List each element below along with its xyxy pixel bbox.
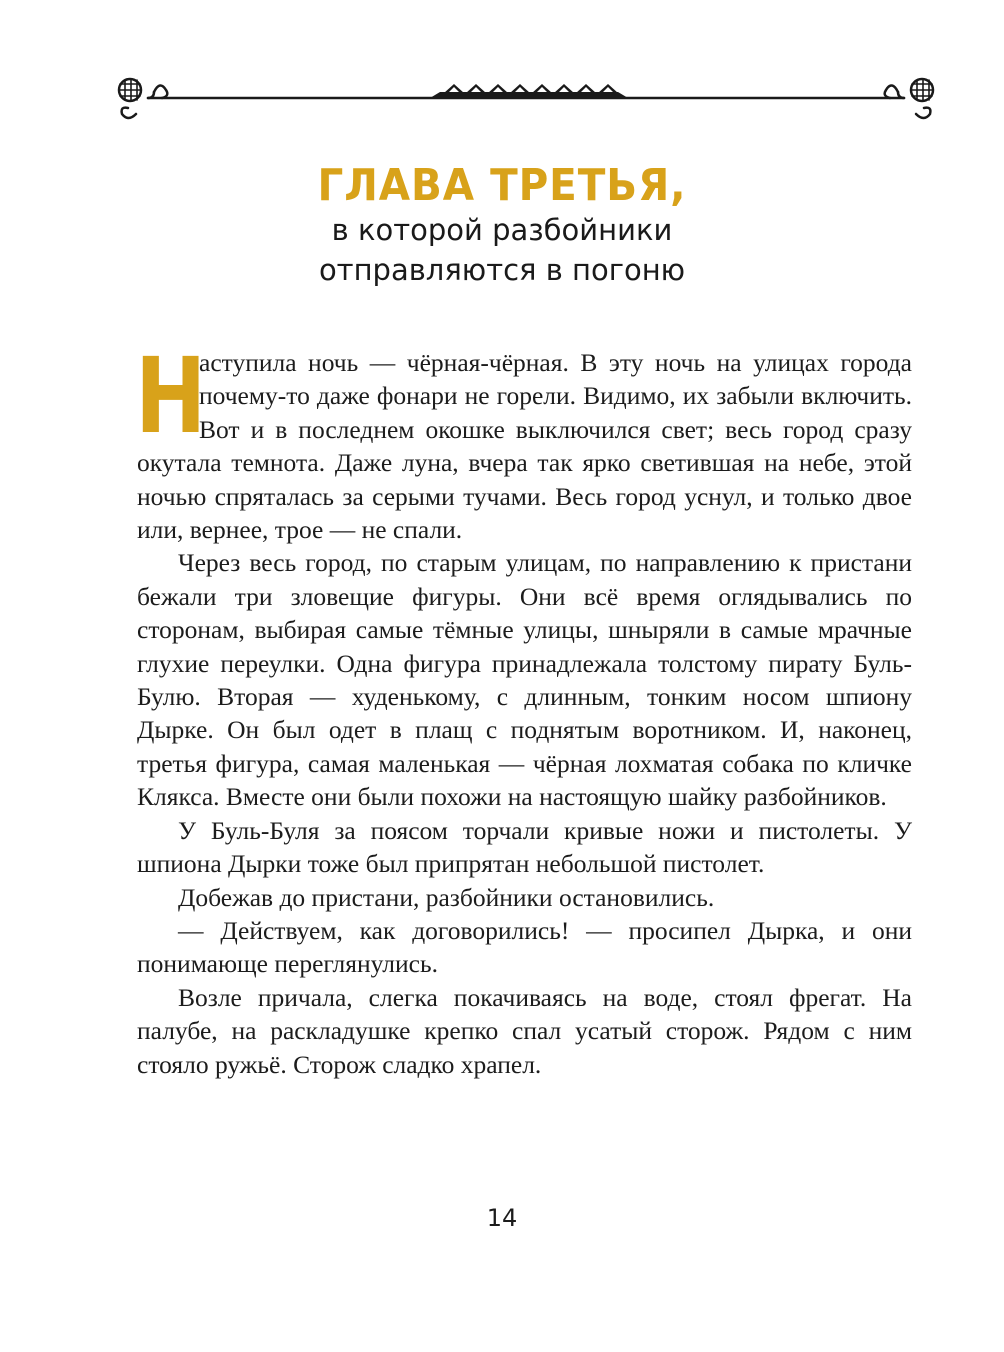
chapter-title: ГЛАВА ТРЕТЬЯ, [317, 160, 687, 211]
paragraph-2: Через весь город, по старым улицам, по направлению к пристани бежали три зловещие фигуры. Они всё время оглядывались по сторонам, выбирая самые тёмные улицы, шныряли в самые мрачные глухие переулки. Одна фигура принадлежала толстому пирату Буль-Булю. Вторая — худенькому, с длинным, тонким носом шпиону Дырке. Он был одет в плащ с поднятым воротником. И, наконец, третья фигура, самая маленькая — чёрная лохматая собака по кличке Клякса. Вместе они были похожи на настоящую шайку разбойников. [137, 548, 912, 812]
page-number: 14 [486, 1204, 518, 1232]
paragraph-6: Возле причала, слегка покачиваясь на воде, стоял фрегат. На палубе, на раскладушке крепко спал усатый сторож. Рядом с ним стояло ружьё. Сторож сладко храпел. [137, 982, 912, 1079]
chapter-body [135, 335, 912, 1081]
paragraph-1-text: аступила ночь — чёрная-чёрная. В эту ночь на улицах города почему-то даже фонари не горели. Видимо, их забыли включить. Вот и в последнем окошке выключился свет; весь город сразу окутала темнота. Даже луна, вчера так ярко светившая на небе, этой ночью спряталась за серыми тучами. Весь город уснул, и только двое или, вернее, трое — не спали. [137, 348, 912, 545]
chapter-subtitle-line-2: отправляются в погоню [318, 253, 686, 287]
ornament-icon [108, 62, 944, 134]
chapter-subtitle-line-1: в которой разбойники [331, 213, 673, 247]
paragraph-4: Добежав до пристани, разбойники остановились. [178, 882, 715, 912]
chapter-subtitle [0, 210, 1004, 290]
paragraph-3: У Буль-Буля за поясом торчали кривые ножи и пистолеты. У шпиона Дырки тоже был припрятан небольшой пистолет. [137, 815, 912, 879]
paragraph-1 [135, 335, 912, 546]
header-ornament [108, 62, 944, 134]
drop-cap: Н [135, 335, 207, 457]
paragraph-5: — Действуем, как договорились! — просипел Дырка, и они понимающе переглянулись. [137, 915, 912, 979]
